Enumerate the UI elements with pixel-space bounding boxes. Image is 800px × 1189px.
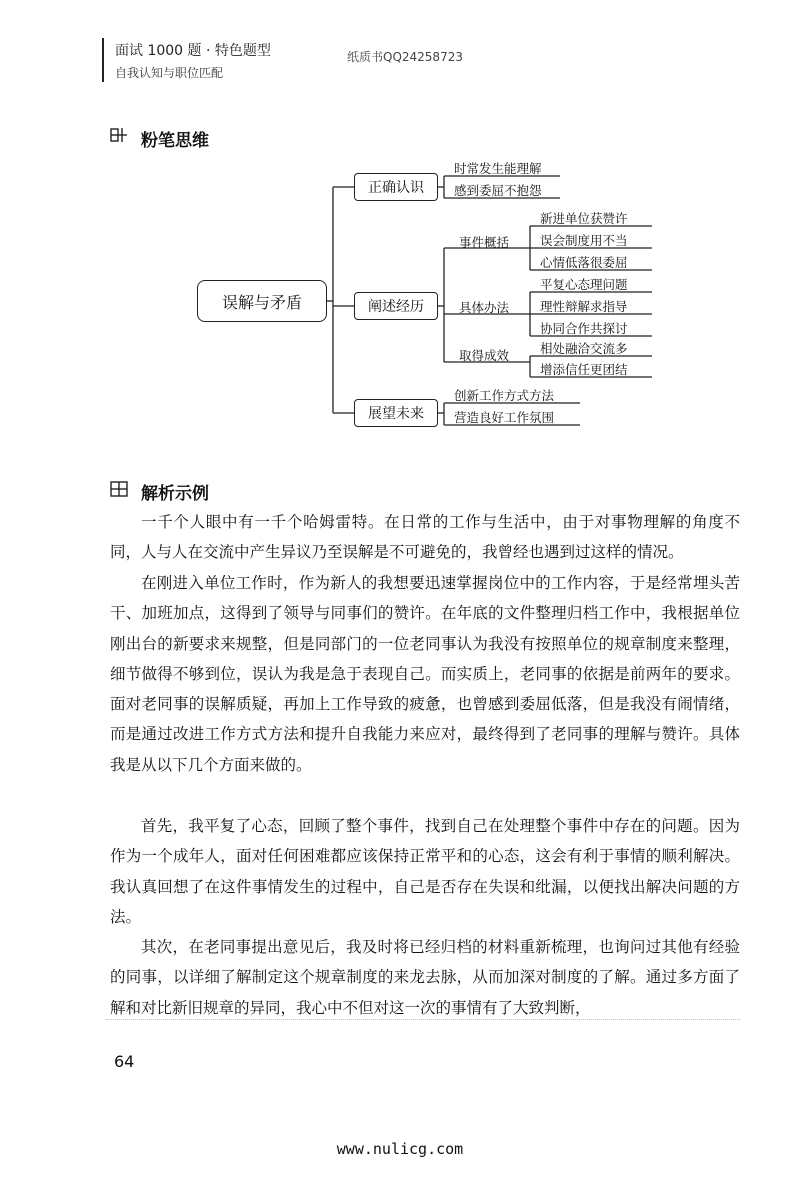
book-title: 面试 1000 题 · 特色题型	[115, 43, 271, 59]
cropped-text-edge	[106, 1019, 740, 1024]
chapter-title: 自我认知与职位匹配	[115, 66, 224, 80]
page-number: 64	[114, 1052, 135, 1071]
mindmap-leaf: 创新工作方式方法	[454, 388, 555, 403]
section-title-analysis: 解析示例	[141, 484, 209, 504]
mindmap-connectors	[0, 0, 800, 460]
mindmap-leaf: 感到委屈不抱怨	[454, 183, 542, 198]
mindmap-leaf: 误会制度用不当	[540, 233, 628, 248]
section-title-mindmap: 粉笔思维	[141, 131, 209, 151]
mindmap-branch-node: 阐述经历	[354, 292, 438, 320]
mindmap-branch-node: 正确认识	[354, 173, 438, 201]
mindmap-sub-node: 取得成效	[459, 348, 510, 363]
mindmap-leaf: 理性辩解求指导	[540, 299, 628, 314]
mindmap-leaf: 相处融洽交流多	[540, 341, 628, 356]
mindmap-leaf: 增添信任更团结	[540, 362, 628, 377]
footer-url[interactable]: www.nulicg.com	[336, 1140, 464, 1158]
mindmap-leaf: 平复心态理问题	[540, 277, 628, 292]
mindmap-sub-node: 具体办法	[459, 300, 510, 315]
mindmap-leaf: 协同合作共探讨	[540, 321, 628, 336]
mindmap-leaf: 心情低落很委屈	[540, 255, 628, 270]
watermark-text: 纸质书QQ24258723	[347, 50, 463, 64]
mindmap-leaf: 营造良好工作氛围	[454, 410, 555, 425]
mindmap-leaf: 新进单位获赞许	[540, 211, 628, 226]
mindmap-leaf: 时常发生能理解	[454, 161, 542, 176]
mindmap-root-node: 误解与矛盾	[197, 280, 327, 322]
body-paragraph: 其次，在老同事提出意见后，我及时将已经归档的材料重新梳理，也询问过其他有经验的同事，以详细了解制定这个规章制度的来龙去脉，从而加深对制度的了解。通过多方面了解和对比新旧规章的异同，我心中不但对这一次的事情有了大致判断，	[110, 938, 740, 1017]
body-paragraph: 首先，我平复了心态，回顾了整个事件，找到自己在处理整个事件中存在的问题。因为作为一个成年人，面对任何困难都应该保持正常平和的心态，这会有利于事情的顺利解决。我认真回想了在这件事情发生的过程中，自己是否存在失误和纰漏，以便找出解决问题的方法。	[110, 817, 740, 926]
body-paragraph: 一千个人眼中有一千个哈姆雷特。在日常的工作与生活中，由于对事物理解的角度不同，人与人在交流中产生异议乃至误解是不可避免的，我曾经也遇到过这样的情况。	[110, 513, 740, 562]
mindmap-sub-node: 事件概括	[459, 235, 510, 250]
analysis-section-icon	[110, 481, 128, 497]
mindmap-branch-node: 展望未来	[354, 399, 438, 427]
body-paragraph: 在刚进入单位工作时，作为新人的我想要迅速掌握岗位中的工作内容，于是经常埋头苦干、加班加点，这得到了领导与同事们的赞许。在年底的文件整理归档工作中，我根据单位刚出台的新要求来规整，但是同部门的一位老同事认为我没有按照单位的规章制度来整理，细节做得不够到位，误认为我是急于表现自己。而实质上，老同事的依据是前两年的要求。面对老同事的误解质疑，再加上工作导致的疲惫，也曾感到委屈低落，但是我没有闹情绪，而是通过改进工作方式方法和提升自我能力来应对，最终得到了老同事的理解与赞许。具体我是从以下几个方面来做的。	[110, 574, 740, 774]
